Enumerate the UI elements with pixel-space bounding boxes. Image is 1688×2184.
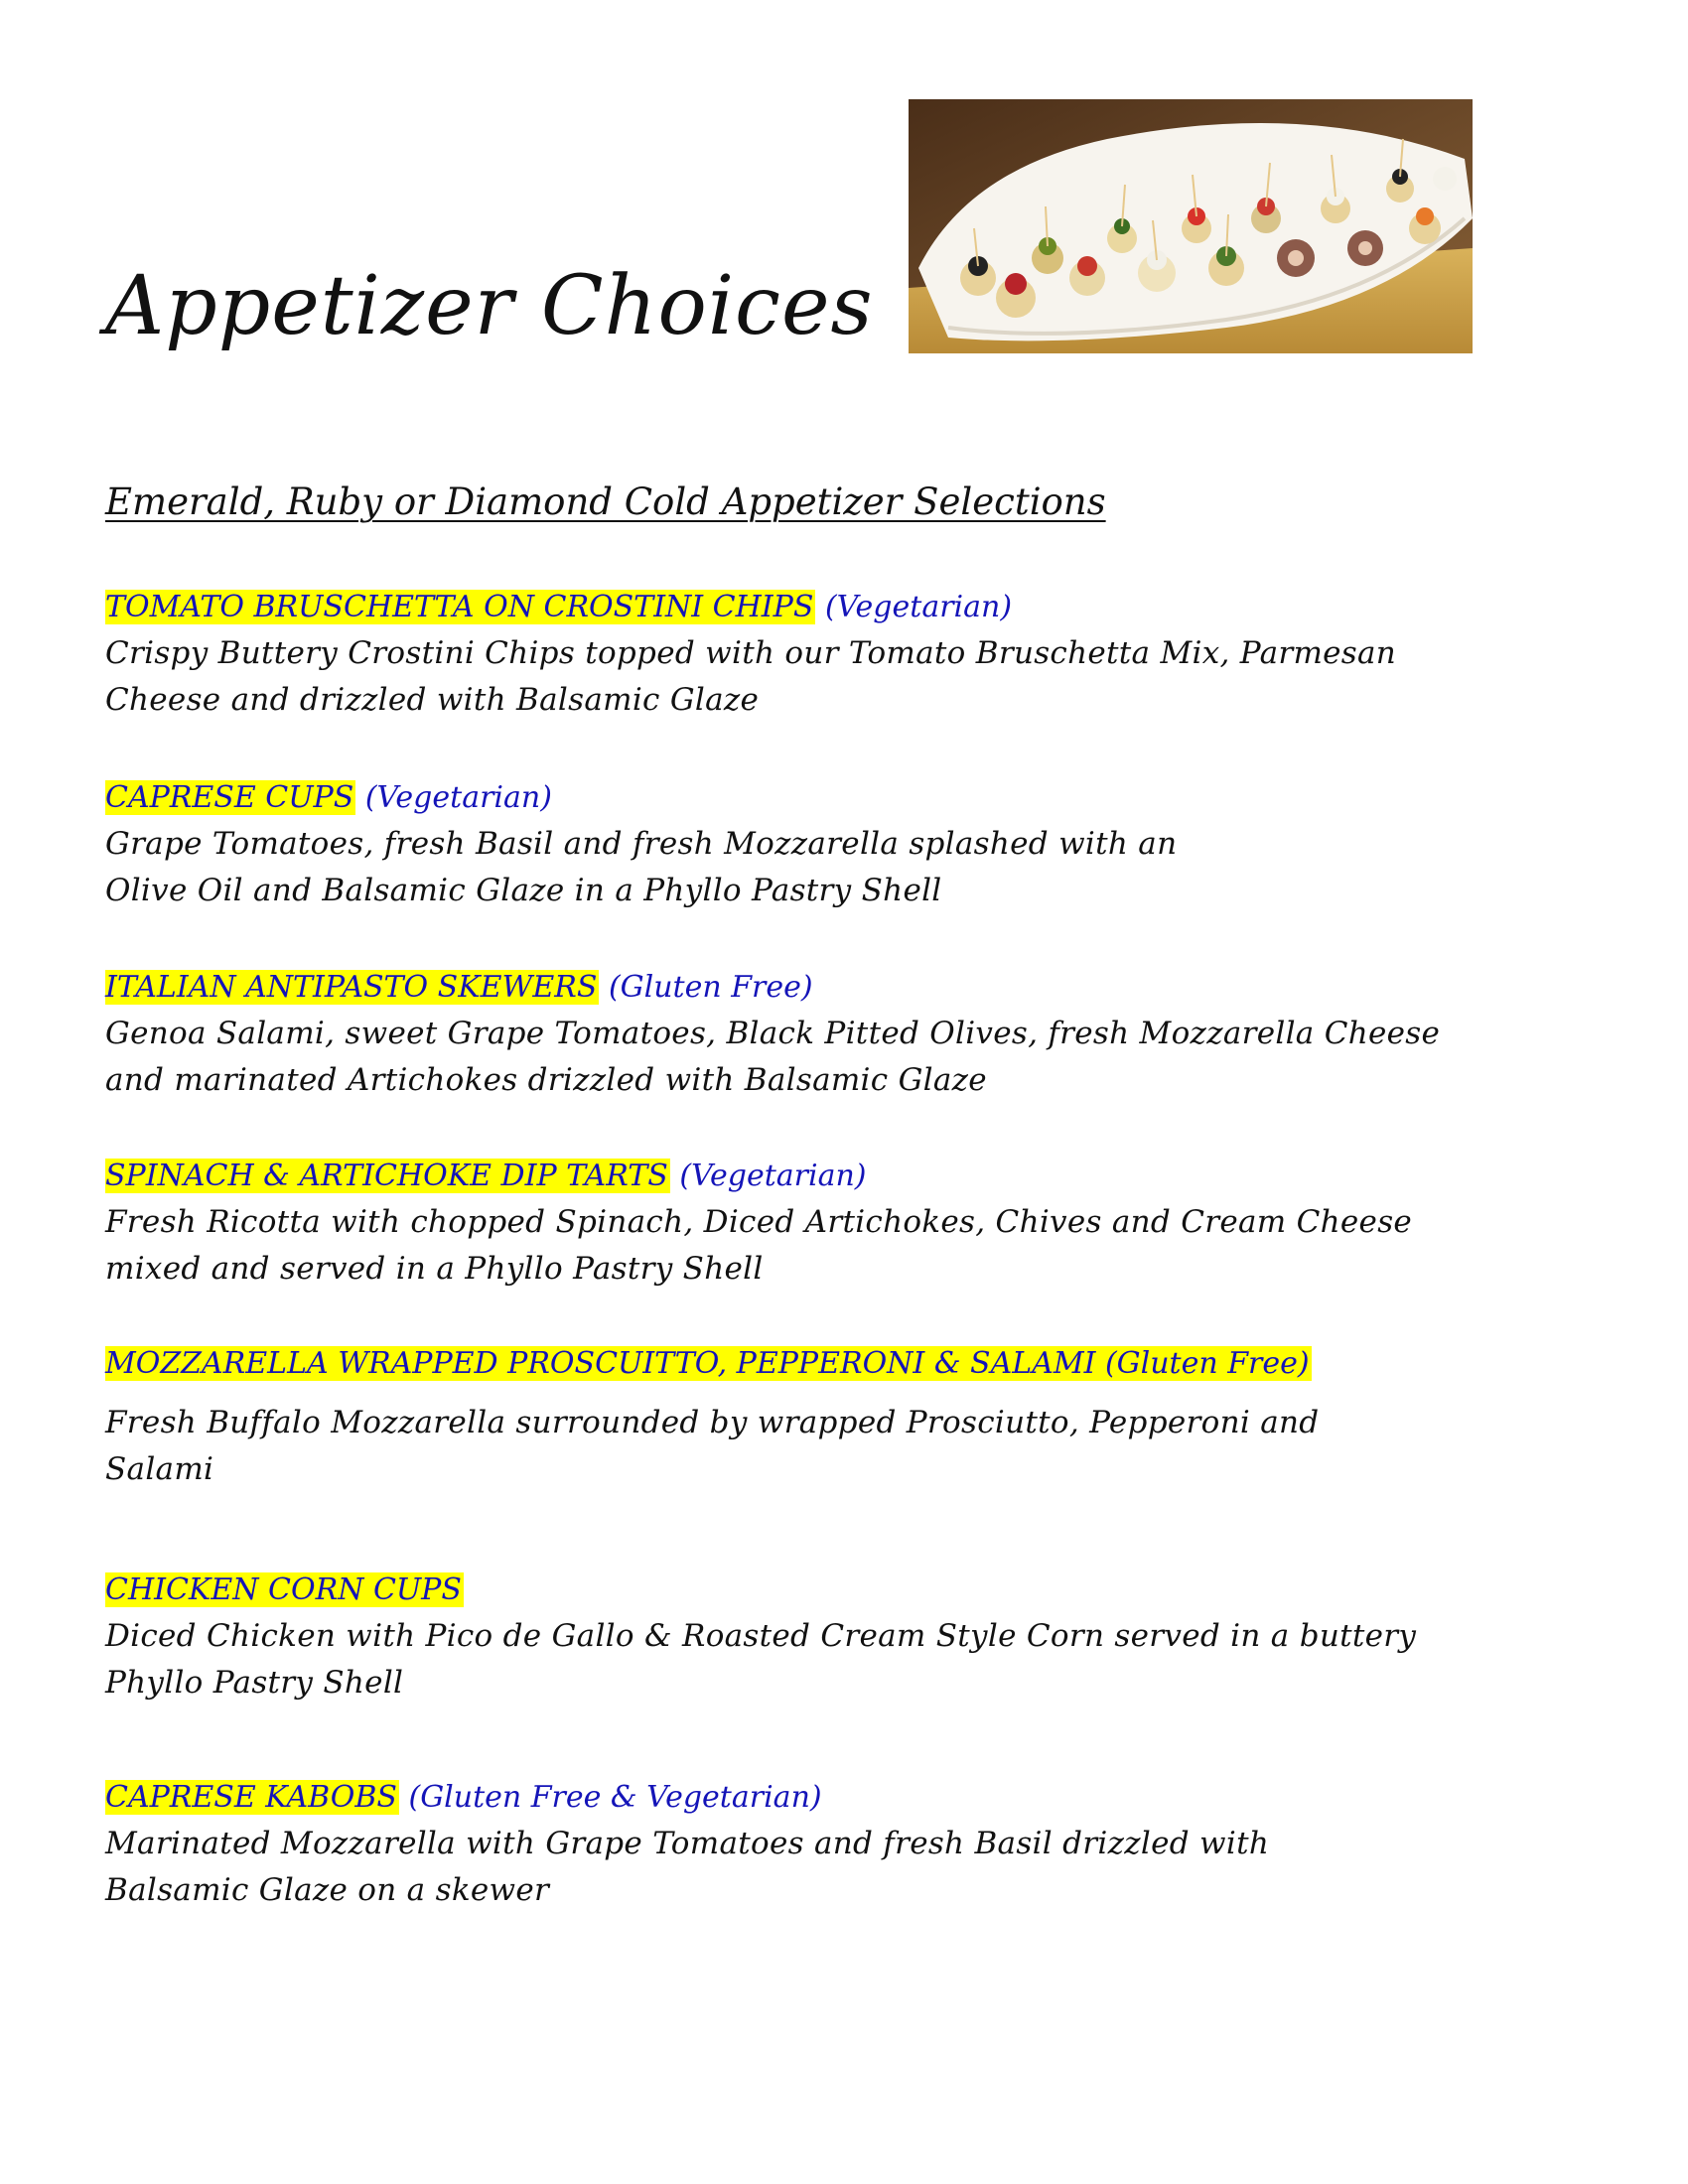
item-description-line: Genoa Salami, sweet Grape Tomatoes, Black Pitted Olives, fresh Mozzarella Cheese: [105, 1016, 1441, 1051]
item-description-line: Cheese and drizzled with Balsamic Glaze: [105, 682, 760, 718]
item-description-line: and marinated Artichokes drizzled with Balsamic Glaze: [105, 1062, 987, 1098]
item-header: [105, 1569, 1575, 1612]
item-tag: (Gluten Free): [608, 970, 813, 1005]
item-name: TOMATO BRUSCHETTA ON CROSTINI CHIPS: [105, 590, 814, 624]
menu-item: [105, 776, 1575, 914]
menu-item: [105, 1569, 1575, 1706]
item-header: [105, 1776, 1575, 1820]
item-description-line: Olive Oil and Balsamic Glaze in a Phyllo Pastry Shell: [105, 873, 942, 908]
item-tag: (Vegetarian): [679, 1159, 867, 1193]
item-header: [105, 776, 1575, 820]
menu-item: [105, 1342, 1575, 1493]
item-header: [105, 586, 1575, 629]
section-heading: Emerald, Ruby or Diamond Cold Appetizer Selections: [105, 480, 1106, 523]
item-description-line: Salami: [105, 1451, 214, 1487]
menu-item: [105, 966, 1575, 1104]
item-description-line: mixed and served in a Phyllo Pastry Shell: [105, 1251, 764, 1287]
item-tag: (Vegetarian): [824, 590, 1013, 624]
item-description: [105, 1199, 1575, 1293]
item-description-line: Crispy Buttery Crostini Chips topped with our Tomato Bruschetta Mix, Parmesan: [105, 635, 1397, 671]
item-name: CAPRESE CUPS: [105, 780, 354, 815]
item-description-line: Marinated Mozzarella with Grape Tomatoes and fresh Basil drizzled with: [105, 1826, 1270, 1861]
item-description: [105, 1821, 1575, 1914]
item-description-line: Balsamic Glaze on a skewer: [105, 1872, 550, 1908]
menu-item: [105, 1155, 1575, 1293]
item-header: [105, 966, 1575, 1010]
item-description-line: Diced Chicken with Pico de Gallo & Roasted Cream Style Corn served in a buttery: [105, 1618, 1417, 1654]
item-name: CHICKEN CORN CUPS: [105, 1572, 462, 1607]
item-name: CAPRESE KABOBS: [105, 1780, 397, 1815]
item-description-line: Phyllo Pastry Shell: [105, 1665, 404, 1701]
appetizer-platter-photo: [909, 99, 1473, 353]
item-description-line: Fresh Buffalo Mozzarella surrounded by wrapped Prosciutto, Pepperoni and: [105, 1405, 1320, 1440]
item-description: [105, 1400, 1575, 1493]
item-description: [105, 821, 1575, 914]
menu-item: [105, 586, 1575, 724]
item-description-line: Fresh Ricotta with chopped Spinach, Diced Artichokes, Chives and Cream Cheese: [105, 1204, 1413, 1240]
item-description: [105, 1011, 1575, 1104]
menu-item: [105, 1776, 1575, 1914]
item-header: [105, 1155, 1575, 1198]
item-description: [105, 630, 1575, 724]
item-description: [105, 1613, 1575, 1706]
item-header: [105, 1342, 1575, 1386]
item-description-line: Grape Tomatoes, fresh Basil and fresh Mozzarella splashed with an: [105, 826, 1178, 862]
page-title: Appetizer Choices: [105, 259, 874, 353]
item-name: ITALIAN ANTIPASTO SKEWERS: [105, 970, 598, 1005]
item-tag: (Gluten Free & Vegetarian): [408, 1780, 822, 1815]
item-tag: (Vegetarian): [364, 780, 552, 815]
item-name: MOZZARELLA WRAPPED PROSCUITTO, PEPPERONI & SALAMI (Gluten Free): [105, 1346, 1310, 1381]
item-name: SPINACH & ARTICHOKE DIP TARTS: [105, 1159, 668, 1193]
